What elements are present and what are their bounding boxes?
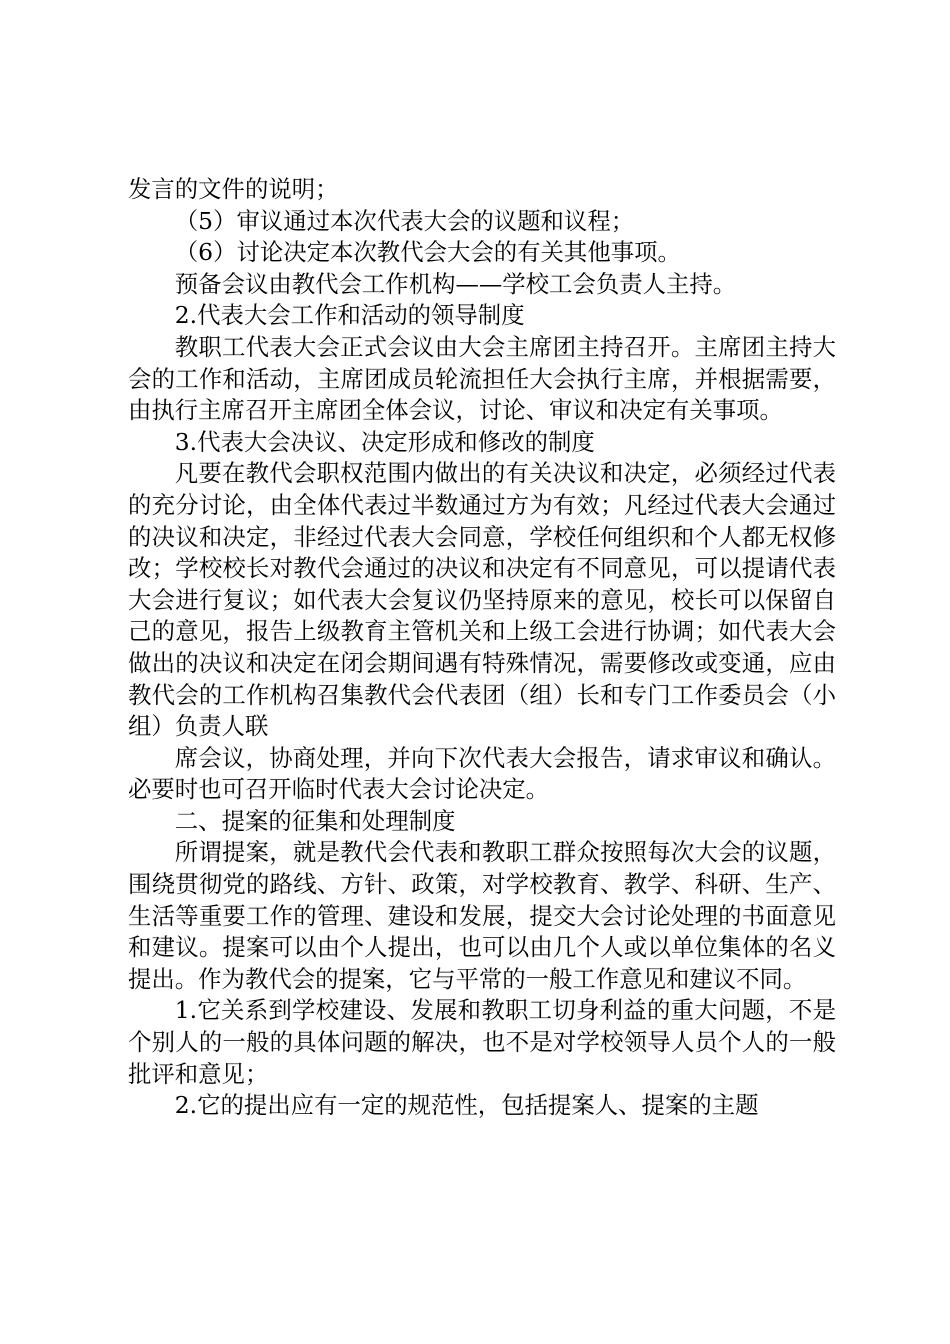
section-heading-3: 3.代表大会决议、决定形成和修改的制度	[174, 427, 595, 456]
paragraph-4: 预备会议由教代会工作机构——学校工会负责人主持。	[174, 269, 737, 298]
paragraph-6: 教职工代表大会正式会议由大会主席团主持召开。主席团主持大会的工作和活动，主席团成员轮流担任大会执行主席，并根据需要，由执行主席召开主席团全体会议，讨论、审议和决定有关事项。	[128, 332, 836, 425]
paragraph-8: 凡要在教代会职权范围内做出的有关决议和决定，必须经过代表的充分讨论，由全体代表过半数通过方为有效；凡经过代表大会通过的决议和决定，非经过代表大会同意，学校任何组织和个人都无权修改；学校校长对教代会通过的决议和决定有不同意见，可以提请代表大会进行复议；如代表大会复议仍坚持原来的意见，校长可以保留自己的意见，报告上级教育主管机关和上级工会进行协调；如代表大会做出的决议和决定在闭会期间遇有特殊情况，需要修改或变通，应由教代会的工作机构召集教代会代表团（组）长和专门工作委员会（小组）负责人联	[128, 459, 836, 741]
paragraph-1: 发言的文件的说明；	[128, 175, 339, 203]
section-heading-proposals: 二、提案的征集和处理制度	[174, 806, 456, 835]
paragraph-9: 席会议，协商处理，并向下次代表大会报告，请求审议和确认。必要时也可召开临时代表大会讨论决定。	[128, 743, 836, 804]
document-page	[128, 174, 836, 1122]
paragraph-2: （5）审议通过本次代表大会的议题和议程；	[174, 206, 635, 235]
paragraph-3: （6）讨论决定本次教代会大会的有关其他事项。	[174, 238, 681, 267]
section-heading-2: 2.代表大会工作和活动的领导制度	[174, 301, 525, 330]
paragraph-12: 1.它关系到学校建设、发展和教职工切身利益的重大问题，不是个别人的一般的具体问题的解决，也不是对学校领导人员个人的一般批评和意见；	[128, 996, 836, 1088]
paragraph-13: 2.它的提出应有一定的规范性，包括提案人、提案的主题	[174, 1091, 759, 1120]
paragraph-11: 所谓提案，就是教代会代表和教职工群众按照每次大会的议题，围绕贯彻党的路线、方针、政策，对学校教育、教学、科研、生产、生活等重要工作的管理、建设和发展，提交大会讨论处理的书面意见和建议。提案可以由个人提出，也可以由几个人或以单位集体的名义提出。作为教代会的提案，它与平常的一般工作意见和建议不同。	[128, 838, 836, 993]
